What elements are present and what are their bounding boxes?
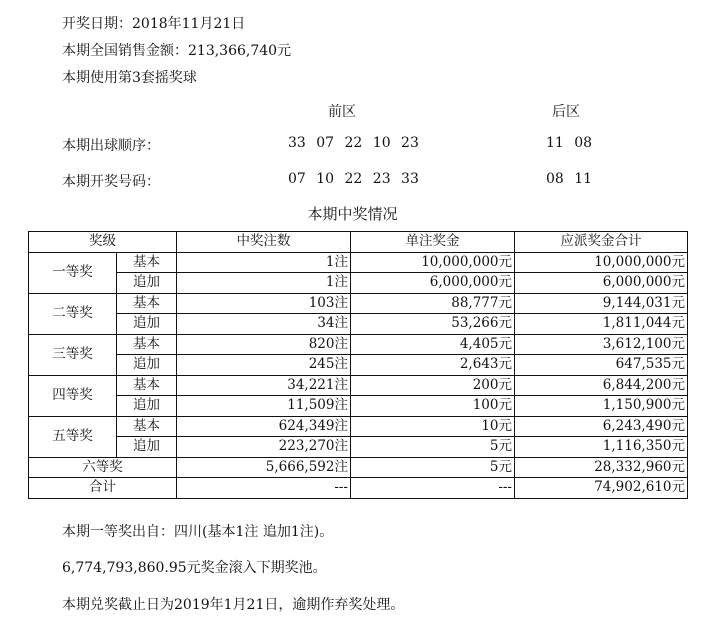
draw-result-back: 08 11 [546, 171, 593, 187]
table-row [29, 416, 688, 437]
bet-type: 基本 [117, 252, 177, 273]
claim-deadline: 本期兑奖截止日为2019年1月21日，逾期作弃奖处理。 [62, 597, 405, 613]
unit-prize: 10元 [351, 416, 515, 437]
winner-count: 34,221注 [177, 375, 351, 396]
prize-table-title: 本期中奖情况 [307, 205, 398, 223]
front-zone-header: 前区 [328, 104, 356, 120]
winner-count: 820注 [177, 334, 351, 355]
total-prize: 6,844,200元 [515, 375, 688, 396]
unit-prize: 53,266元 [351, 314, 515, 335]
total-prize: 1,150,900元 [515, 396, 688, 417]
sales-amount: 本期全国销售金额：213,366,740元 [62, 43, 292, 59]
winner-count: 34注 [177, 314, 351, 335]
total-prize: 28,332,960元 [515, 457, 688, 478]
first-prize-origin: 本期一等奖出自：四川(基本1注 追加1注)。 [62, 524, 334, 540]
draw-result-front: 07 10 22 23 33 [288, 171, 419, 187]
total-prize: 3,612,100元 [515, 334, 688, 355]
tier-name: 六等奖 [29, 457, 177, 478]
winner-count: 5,666,592注 [177, 457, 351, 478]
bet-type: 追加 [117, 355, 177, 376]
bet-type: 追加 [117, 273, 177, 294]
table-row [29, 252, 688, 273]
winner-count: 103注 [177, 293, 351, 314]
total-prize: 1,811,044元 [515, 314, 688, 335]
bet-type: 追加 [117, 396, 177, 417]
total-prize: 647,535元 [515, 355, 688, 376]
column-header: 奖级 [29, 232, 177, 253]
table-row [29, 273, 688, 294]
draw-date: 开奖日期：2018年11月21日 [62, 16, 246, 32]
table-row [29, 314, 688, 335]
draw-order-back: 11 08 [546, 135, 593, 151]
unit-prize: 88,777元 [351, 293, 515, 314]
unit-prize: 4,405元 [351, 334, 515, 355]
jackpot-rollover: 6,774,793,860.95元奖金滚入下期奖池。 [62, 560, 327, 576]
table-header-row [29, 232, 688, 253]
table-row [29, 355, 688, 376]
table-row [29, 478, 688, 499]
unit-prize: 2,643元 [351, 355, 515, 376]
unit-prize: 5元 [351, 457, 515, 478]
draw-result-label: 本期开奖号码： [62, 174, 160, 190]
prize-table [28, 231, 688, 499]
tier-name: 一等奖 [29, 252, 117, 293]
tier-name: 四等奖 [29, 375, 117, 416]
tier-name: 五等奖 [29, 416, 117, 457]
winner-count: 1注 [177, 273, 351, 294]
winner-count: 245注 [177, 355, 351, 376]
tier-name: 二等奖 [29, 293, 117, 334]
total-prize: 74,902,610元 [515, 478, 688, 499]
unit-prize: 100元 [351, 396, 515, 417]
bet-type: 基本 [117, 416, 177, 437]
unit-prize: 6,000,000元 [351, 273, 515, 294]
unit-prize: --- [351, 478, 515, 499]
draw-order-label: 本期出球顺序： [62, 138, 160, 154]
unit-prize: 5元 [351, 437, 515, 458]
total-prize: 6,243,490元 [515, 416, 688, 437]
table-row [29, 437, 688, 458]
tier-name: 三等奖 [29, 334, 117, 375]
winner-count: --- [177, 478, 351, 499]
bet-type: 基本 [117, 334, 177, 355]
winner-count: 1注 [177, 252, 351, 273]
draw-order-front: 33 07 22 10 23 [288, 135, 419, 151]
table-row [29, 375, 688, 396]
bet-type: 追加 [117, 314, 177, 335]
bet-type: 追加 [117, 437, 177, 458]
table-row [29, 334, 688, 355]
winner-count: 624,349注 [177, 416, 351, 437]
back-zone-header: 后区 [552, 104, 580, 120]
total-prize: 1,116,350元 [515, 437, 688, 458]
winner-count: 223,270注 [177, 437, 351, 458]
unit-prize: 200元 [351, 375, 515, 396]
table-row [29, 457, 688, 478]
winner-count: 11,509注 [177, 396, 351, 417]
bet-type: 基本 [117, 375, 177, 396]
column-header: 应派奖金合计 [515, 232, 688, 253]
table-row [29, 293, 688, 314]
unit-prize: 10,000,000元 [351, 252, 515, 273]
ball-set-note: 本期使用第3套摇奖球 [62, 70, 197, 86]
column-header: 中奖注数 [177, 232, 351, 253]
column-header: 单注奖金 [351, 232, 515, 253]
total-prize: 9,144,031元 [515, 293, 688, 314]
total-prize: 10,000,000元 [515, 252, 688, 273]
table-row [29, 396, 688, 417]
sum-label: 合计 [29, 478, 177, 499]
bet-type: 基本 [117, 293, 177, 314]
total-prize: 6,000,000元 [515, 273, 688, 294]
